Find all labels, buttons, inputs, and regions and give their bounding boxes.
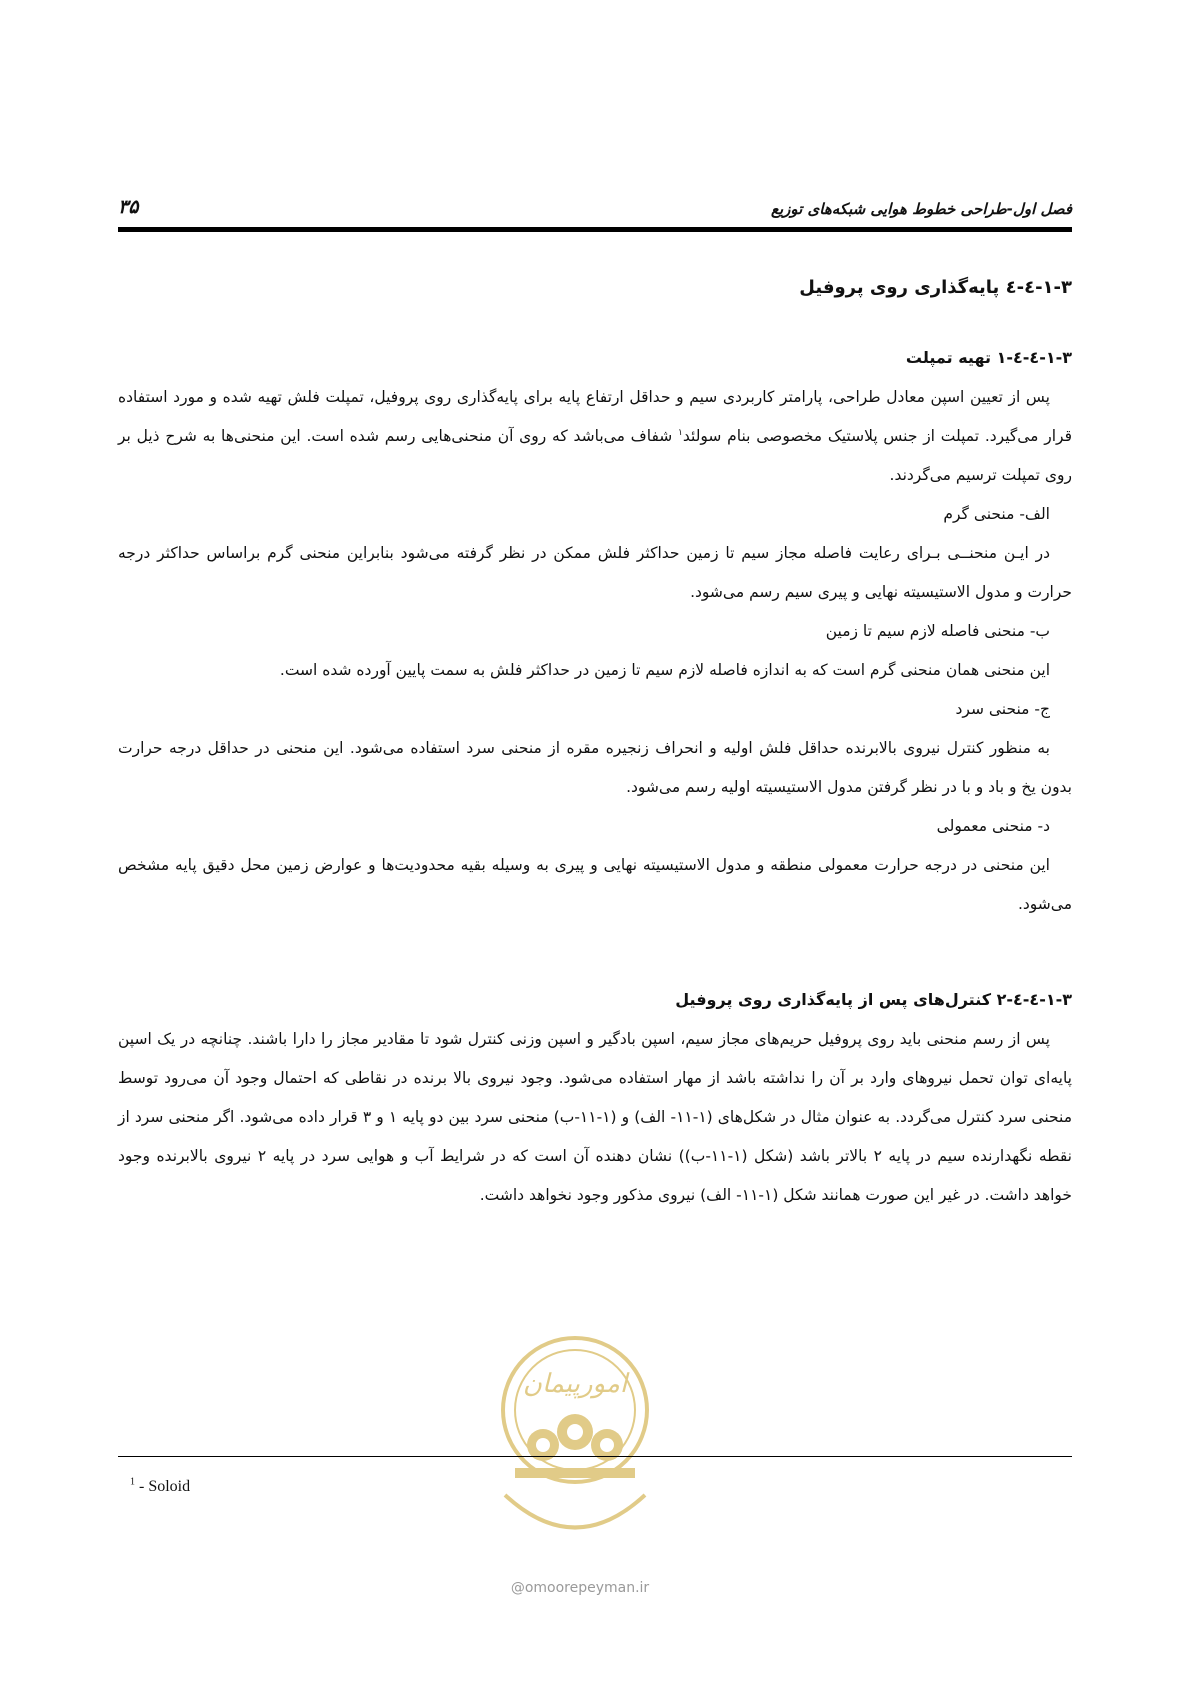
footnote-ref[interactable]: ۱ [678,427,683,438]
section-heading: ۱-۳-٤-٤ پایه‌گذاری روی پروفیل [799,277,1072,298]
watermark-url: @omoorepeyman.ir [510,1580,650,1596]
curve-item-cold: ج- منحنی سرد [955,700,1050,718]
running-title: فصل اول-طراحی خطوط هوایی شبکه‌های توزیع [770,200,1072,218]
header-rule [118,227,1072,232]
subsection-heading-controls: ۱-۳-٤-٤-۲ کنترل‌های پس از پایه‌گذاری روی پروفیل [675,990,1072,1009]
footnote-rule [118,1456,1072,1457]
intro-paragraph: پس از تعیین اسپن معادل طراحی، پارامتر کاربردی سیم و حداقل ارتفاع پایه برای پایه‌گذاری روی پروفیل، تمپلت فلش تهیه شده و مورد استفاده قرار می‌گیرد. تمپلت از جنس پلاستیک مخصوصی بنام سولئد$^۱$ شفاف می‌باشد که روی آن منحنی‌هایی رسم شده است. این منحنی‌ها به شرح ذیل بر روی تمپلت ترسیم می‌گردند. [118,388,1072,484]
footnote-text: - Soloid [135,1478,191,1495]
curve-item-clearance: ب- منحنی فاصله لازم سیم تا زمین [825,622,1050,640]
subsection-heading-template: ۱-۳-٤-٤-۱ تهیه تمپلت [905,348,1072,367]
curve-desc-normal: این منحنی در درجه حرارت معمولی منطقه و مدول الاستیسیته نهایی و پیری به وسیله بقیه محدودیت‌ها و عوارض زمین محل دقیق پایه مشخص می‌شود. [118,856,1072,913]
page-number: ۳۵ [118,196,139,218]
watermark-logo [495,1320,655,1570]
watermark-logo-text: امورپیمان [522,1369,628,1399]
curve-item-normal: د- منحنی معمولی [936,817,1050,835]
curve-desc-clearance: این منحنی همان منحنی گرم است که به اندازه فاصله لازم سیم تا زمین در حداکثر فلش به سمت پایین آورده شده است. [279,661,1050,679]
running-header [118,196,1072,230]
footnote [130,1478,190,1496]
main-content [118,268,1072,1215]
curve-desc-hot: در ایـن منحنــی بـرای رعایت فاصله مجاز سیم تا زمین حداکثر فلش ممکن در نظر گرفته می‌شود بنابراین منحنی گرم براساس حداکثر درجه حرارت و مدول الاستیسیته نهایی و پیری سیم رسم می‌شود. [118,544,1072,601]
curve-desc-cold: به منظور کنترل نیروی بالابرنده حداقل فلش اولیه و انحراف زنجیره مقره از منحنی سرد استفاده می‌شود. این منحنی در حداقل درجه حرارت بدون یخ و باد و با در نظر گرفتن مدول الاستیسیته اولیه رسم می‌شود. [118,739,1072,796]
footnote-marker: 1 [130,1476,135,1488]
controls-paragraph: پس از رسم منحنی باید روی پروفیل حریم‌های مجاز سیم، اسپن بادگیر و اسپن وزنی کنترل شود تا مقادیر مجاز را دارا باشند. چنانچه در یک اسپن پایه‌ای توان تحمل نیروهای وارد بر آن را نداشته باشد از مهار استفاده می‌شود. وجود نیروی بالا برنده در نقاطی که احتمال وجود آن می‌رود توسط منحنی سرد کنترل می‌گردد. به عنوان مثال در شکل‌های (۱-۱۱- الف) و (۱-۱۱-ب) منحنی سرد بین دو پایه ۱ و ۳ قرار داده می‌شود. اگر منحنی سرد از نقطه نگهدارنده سیم در پایه ۲ بالاتر باشد (شکل (۱-۱۱-ب)) نشان دهنده آن است که در شرایط آب و هوایی سرد در پایه ۲ نیروی بالابرنده وجود خواهد داشت. در غیر این صورت همانند شکل (۱-۱۱- الف) نیروی مذکور وجود نخواهد داشت. [118,1030,1073,1204]
curve-item-hot: الف- منحنی گرم [943,505,1050,523]
